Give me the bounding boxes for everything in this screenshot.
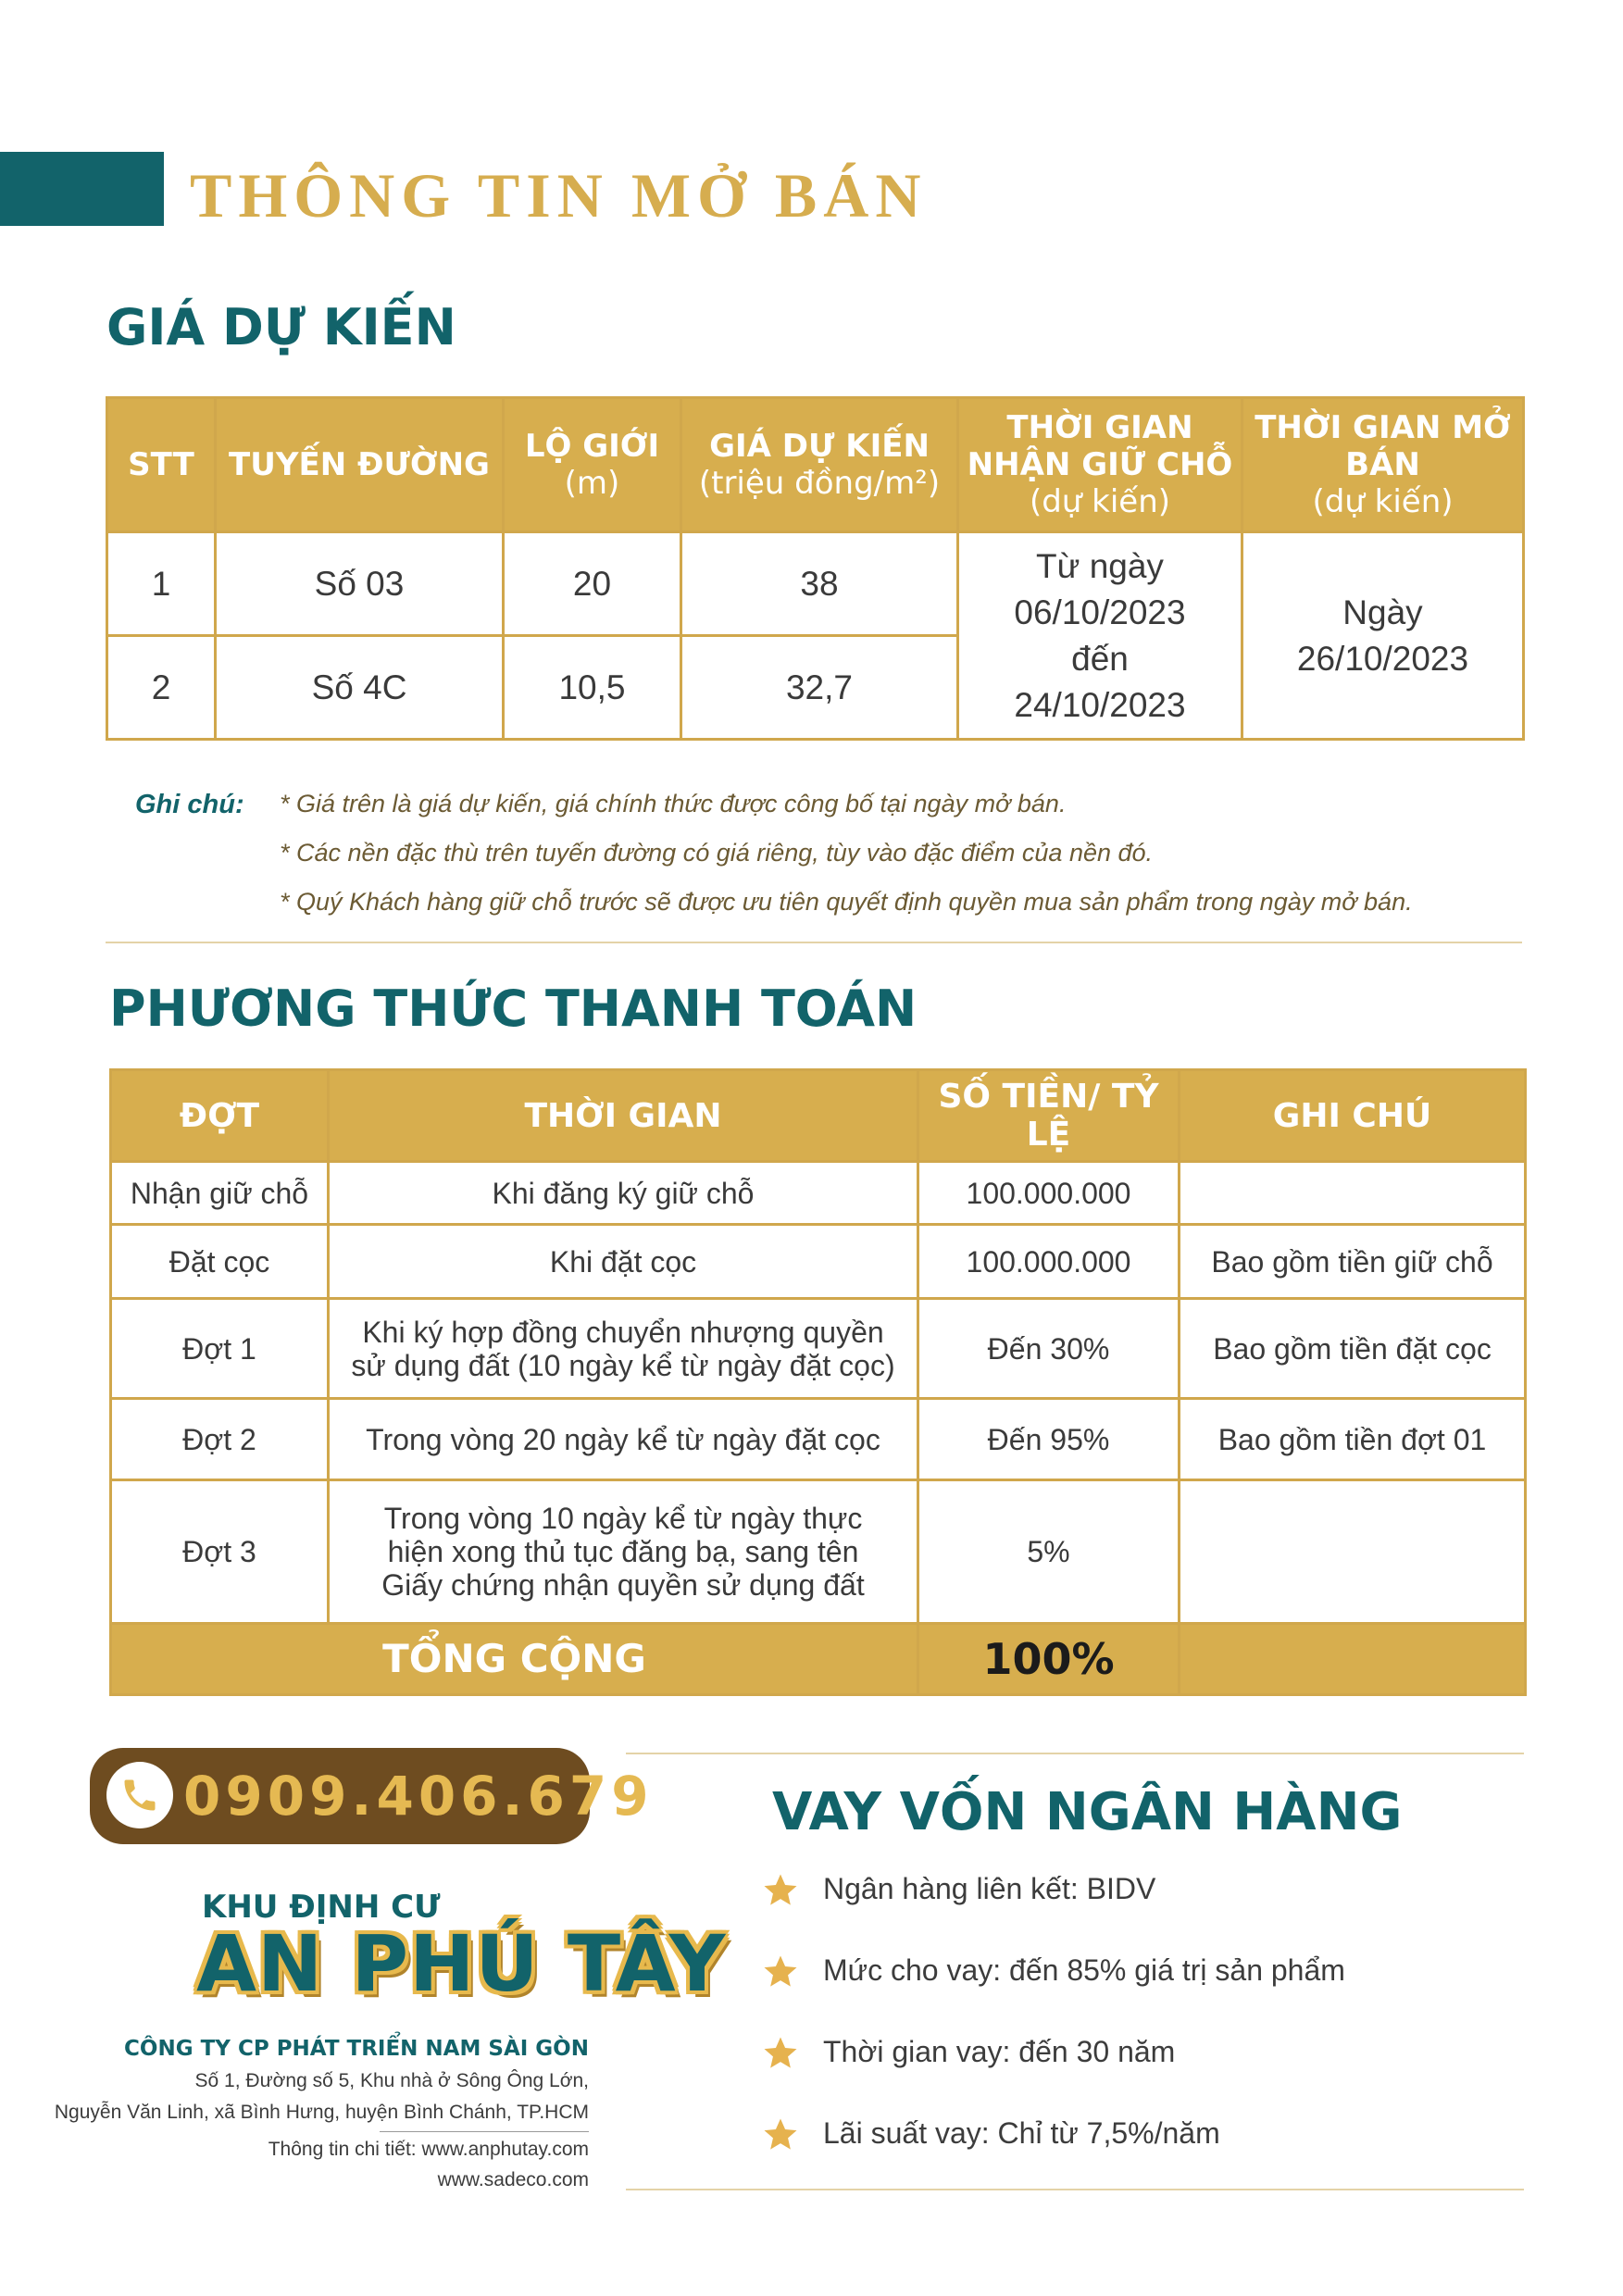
divider	[626, 2189, 1524, 2190]
cell-note: Bao gồm tiền giữ chỗ	[1180, 1225, 1526, 1299]
hotline-number[interactable]: 0909.406.679	[183, 1765, 654, 1828]
website-link[interactable]: Thông tin chi tiết: www.anphutay.com	[268, 2139, 589, 2160]
cell-phase: Nhận giữ chỗ	[111, 1162, 329, 1225]
cell-phase: Đợt 1	[111, 1299, 329, 1399]
cell-price: 32,7	[681, 636, 958, 740]
company-name: CÔNG TY CP PHÁT TRIỂN NAM SÀI GÒN	[124, 2037, 589, 2061]
price-section-title: GIÁ DỰ KIẾN	[106, 298, 456, 356]
star-icon	[761, 2115, 800, 2154]
cell-road: Số 4C	[216, 636, 504, 740]
header-time: THỜI GIAN	[329, 1070, 918, 1162]
phone-icon	[106, 1762, 173, 1828]
header-open-sub: (dự kiến)	[1312, 483, 1454, 520]
header-width-label: LỘ GIỚI	[524, 428, 660, 465]
header-stt: STT	[107, 398, 216, 532]
header-hold-label: THỜI GIAN NHẬN GIỮ CHỖ	[967, 409, 1233, 483]
note-line: * Các nền đặc thù trên tuyến đường có giá riêng, tùy vào đặc điểm của nền đó.	[280, 839, 1154, 867]
cell-amount: 5%	[918, 1480, 1180, 1624]
price-table	[106, 396, 1525, 741]
header-price-label: GIÁ DỰ KIẾN	[709, 428, 930, 465]
page-title: THÔNG TIN MỞ BÁN	[190, 160, 928, 231]
payment-section-title: PHƯƠNG THỨC THANH TOÁN	[109, 980, 918, 1038]
header-accent-bar	[0, 152, 164, 226]
header-phase: ĐỢT	[111, 1070, 329, 1162]
payment-table-header	[111, 1070, 1526, 1162]
total-note	[1180, 1624, 1526, 1695]
table-row	[111, 1480, 1526, 1624]
address-divider	[380, 2131, 589, 2132]
loan-section-title: VAY VỐN NGÂN HÀNG	[772, 1782, 1403, 1842]
total-label: TỔNG CỘNG	[111, 1624, 918, 1695]
open-label: Ngày	[1342, 593, 1423, 631]
cell-time: Trong vòng 20 ngày kể từ ngày đặt cọc	[329, 1399, 918, 1480]
loan-item: Lãi suất vay: Chỉ từ 7,5%/năm	[823, 2116, 1220, 2150]
notes-label: Ghi chú:	[135, 790, 244, 819]
header-hold-sub: (dự kiến)	[1029, 483, 1171, 520]
header-open-label: THỜI GIAN MỞ BÁN	[1255, 409, 1511, 483]
phone-icon-glyph	[119, 1775, 160, 1816]
table-row	[111, 1399, 1526, 1480]
loan-item: Mức cho vay: đến 85% giá trị sản phẩm	[823, 1953, 1345, 1987]
cell-open-date	[1242, 532, 1524, 740]
header-note: GHI CHÚ	[1180, 1070, 1526, 1162]
open-date: 26/10/2023	[1296, 639, 1469, 678]
logo-main-text: AN PHÚ TÂY	[196, 1918, 727, 2009]
header-open	[1242, 398, 1524, 532]
cell-note: Bao gồm tiền đặt cọc	[1180, 1299, 1526, 1399]
payment-table	[109, 1068, 1527, 1696]
website-link[interactable]: www.sadeco.com	[437, 2169, 589, 2190]
note-line: * Giá trên là giá dự kiến, giá chính thức được công bố tại ngày mở bán.	[280, 790, 1067, 817]
hold-to-date: 24/10/2023	[1014, 685, 1186, 724]
cell-price: 38	[681, 532, 958, 636]
divider	[106, 942, 1522, 943]
cell-road: Số 03	[216, 532, 504, 636]
price-table-header	[107, 398, 1524, 532]
cell-time: Khi ký hợp đồng chuyển nhượng quyền sử dụng đất (10 ngày kể từ ngày đặt cọc)	[329, 1299, 918, 1399]
cell-amount: Đến 95%	[918, 1399, 1180, 1480]
header-price	[681, 398, 958, 532]
cell-amount: 100.000.000	[918, 1225, 1180, 1299]
cell-time: Trong vòng 10 ngày kể từ ngày thực hiện xong thủ tục đăng bạ, sang tên Giấy chứng nhận quyền sử dụng đất	[329, 1480, 918, 1624]
star-icon	[761, 2034, 800, 2073]
cell-time: Khi đặt cọc	[329, 1225, 918, 1299]
cell-stt: 2	[107, 636, 216, 740]
header-width-unit: (m)	[564, 465, 620, 502]
note-line: * Quý Khách hàng giữ chỗ trước sẽ được ưu tiên quyết định quyền mua sản phẩm trong ngày mở bán.	[280, 888, 1413, 916]
hold-from-date: 06/10/2023	[1014, 593, 1186, 631]
hold-from-label: Từ ngày	[1036, 546, 1164, 585]
cell-note	[1180, 1480, 1526, 1624]
hold-to-label: đến	[1071, 639, 1129, 678]
cell-time: Khi đăng ký giữ chỗ	[329, 1162, 918, 1225]
star-icon	[761, 1953, 800, 1991]
header-width	[504, 398, 681, 532]
header-amount: SỐ TIỀN/ TỶ LỆ	[918, 1070, 1180, 1162]
cell-phase: Đặt cọc	[111, 1225, 329, 1299]
table-row	[111, 1225, 1526, 1299]
loan-item: Thời gian vay: đến 30 năm	[823, 2035, 1176, 2068]
header-price-unit: (triệu đồng/m²)	[698, 465, 941, 502]
logo-subtitle: KHU ĐỊNH CƯ	[202, 1889, 441, 1926]
cell-phase: Đợt 2	[111, 1399, 329, 1480]
cell-phase: Đợt 3	[111, 1480, 329, 1624]
loan-item: Ngân hàng liên kết: BIDV	[823, 1872, 1156, 1905]
cell-note: Bao gồm tiền đợt 01	[1180, 1399, 1526, 1480]
header-road: TUYẾN ĐƯỜNG	[216, 398, 504, 532]
header-hold	[958, 398, 1242, 532]
address-line: Nguyễn Văn Linh, xã Bình Hưng, huyện Bình Chánh, TP.HCM	[54, 2102, 589, 2123]
table-row	[111, 1162, 1526, 1225]
address-line: Số 1, Đường số 5, Khu nhà ở Sông Ông Lớn,	[194, 2070, 589, 2091]
cell-amount: Đến 30%	[918, 1299, 1180, 1399]
cell-hold-period	[958, 532, 1242, 740]
total-row	[111, 1624, 1526, 1695]
table-row	[107, 532, 1524, 636]
cell-width: 10,5	[504, 636, 681, 740]
star-icon	[761, 1871, 800, 1910]
table-row	[111, 1299, 1526, 1399]
divider	[626, 1753, 1524, 1754]
cell-stt: 1	[107, 532, 216, 636]
cell-amount: 100.000.000	[918, 1162, 1180, 1225]
total-value: 100%	[918, 1624, 1180, 1695]
cell-note	[1180, 1162, 1526, 1225]
cell-width: 20	[504, 532, 681, 636]
